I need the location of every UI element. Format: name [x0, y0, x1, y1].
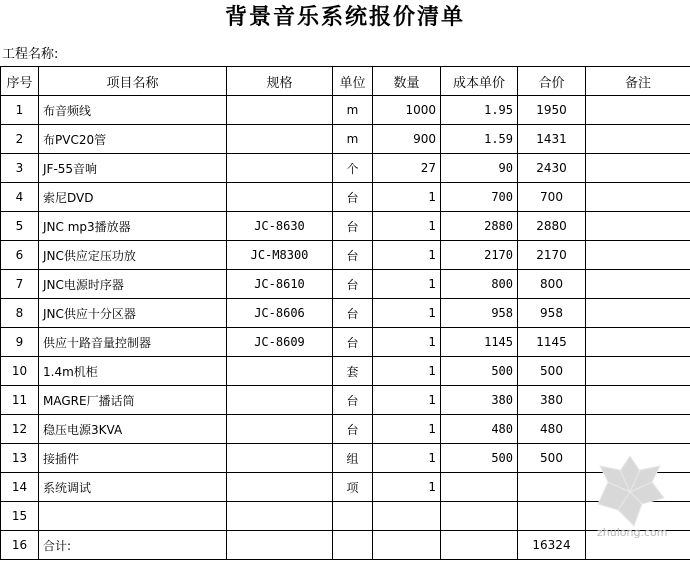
cell-cost: 2170	[441, 241, 518, 270]
cell-name: 索尼DVD	[39, 183, 227, 212]
cell-cost: 958	[441, 299, 518, 328]
cell-qty: 1	[373, 241, 441, 270]
cell-no: 1	[1, 96, 39, 125]
cell-unit	[333, 502, 373, 531]
cell-cost	[441, 473, 518, 502]
table-row	[1, 96, 690, 125]
cell-note	[586, 96, 690, 125]
cell-total: 380	[518, 386, 586, 415]
cell-note	[586, 415, 690, 444]
cell-note	[586, 270, 690, 299]
document-title: 背景音乐系统报价清单	[224, 4, 465, 30]
cell-no: 14	[1, 473, 39, 502]
cell-total: 1431	[518, 125, 586, 154]
table-row	[1, 328, 690, 357]
cell-spec	[227, 531, 333, 560]
cell-unit: m	[333, 96, 373, 125]
cell-no: 16	[1, 531, 39, 560]
cell-no: 9	[1, 328, 39, 357]
table-row	[1, 502, 690, 531]
table-row	[1, 415, 690, 444]
cell-name: 合计:	[39, 531, 227, 560]
cell-cost: 1145	[441, 328, 518, 357]
table-row	[1, 473, 690, 502]
cell-name: 1.4m机柜	[39, 357, 227, 386]
cell-name: JNC供应定压功放	[39, 241, 227, 270]
table-row	[1, 183, 690, 212]
cell-qty: 1	[373, 473, 441, 502]
cell-name: JNC供应十分区器	[39, 299, 227, 328]
cell-spec	[227, 357, 333, 386]
cell-unit: 台	[333, 183, 373, 212]
cell-spec	[227, 415, 333, 444]
cell-no: 5	[1, 212, 39, 241]
cell-spec	[227, 473, 333, 502]
header-qty: 数量	[373, 67, 441, 96]
cell-name: 布音频线	[39, 96, 227, 125]
cell-spec: JC-8606	[227, 299, 333, 328]
cell-unit: 台	[333, 212, 373, 241]
cell-qty: 1	[373, 328, 441, 357]
cell-name: 供应十路音量控制器	[39, 328, 227, 357]
table-row	[1, 212, 690, 241]
cell-unit: 组	[333, 444, 373, 473]
cell-total: 800	[518, 270, 586, 299]
cell-note	[586, 125, 690, 154]
cell-name: JF-55音响	[39, 154, 227, 183]
cell-note	[586, 357, 690, 386]
cell-qty	[373, 502, 441, 531]
cell-qty: 1	[373, 212, 441, 241]
cell-name: JNC mp3播放器	[39, 212, 227, 241]
cell-total: 480	[518, 415, 586, 444]
cell-total: 2880	[518, 212, 586, 241]
cell-total: 2430	[518, 154, 586, 183]
quote-table	[0, 66, 690, 560]
cell-unit: 台	[333, 328, 373, 357]
cell-no: 7	[1, 270, 39, 299]
cell-cost: 500	[441, 357, 518, 386]
cell-name: 稳压电源3KVA	[39, 415, 227, 444]
cell-cost: 700	[441, 183, 518, 212]
cell-note	[586, 299, 690, 328]
cell-no: 3	[1, 154, 39, 183]
cell-total: 500	[518, 357, 586, 386]
table-row	[1, 154, 690, 183]
header-no: 序号	[1, 67, 39, 96]
cell-spec	[227, 125, 333, 154]
cell-qty: 1	[373, 270, 441, 299]
cell-qty: 1	[373, 444, 441, 473]
cell-total: 1950	[518, 96, 586, 125]
cell-no: 12	[1, 415, 39, 444]
cell-cost: 2880	[441, 212, 518, 241]
cell-qty: 1	[373, 386, 441, 415]
cell-qty: 27	[373, 154, 441, 183]
cell-total	[518, 473, 586, 502]
cell-cost: 480	[441, 415, 518, 444]
header-row	[1, 67, 690, 96]
cell-unit: 台	[333, 241, 373, 270]
cell-unit: 台	[333, 386, 373, 415]
cell-spec	[227, 444, 333, 473]
cell-unit: 个	[333, 154, 373, 183]
cell-qty: 1	[373, 357, 441, 386]
table-row	[1, 531, 690, 560]
cell-no: 13	[1, 444, 39, 473]
watermark-text: zhulong.com	[597, 526, 668, 539]
cell-spec	[227, 386, 333, 415]
cell-total	[518, 502, 586, 531]
header-cost: 成本单价	[441, 67, 518, 96]
cell-qty: 1	[373, 415, 441, 444]
cell-qty: 1	[373, 183, 441, 212]
cell-note	[586, 328, 690, 357]
table-row	[1, 299, 690, 328]
table-row	[1, 241, 690, 270]
cell-name: 布PVC20管	[39, 125, 227, 154]
cell-cost	[441, 502, 518, 531]
cell-qty: 900	[373, 125, 441, 154]
cell-no: 11	[1, 386, 39, 415]
cell-spec: JC-8630	[227, 212, 333, 241]
cell-cost: 1.59	[441, 125, 518, 154]
cell-note	[586, 212, 690, 241]
cell-name	[39, 502, 227, 531]
cell-no: 6	[1, 241, 39, 270]
cell-total: 500	[518, 444, 586, 473]
header-unit: 单位	[333, 67, 373, 96]
cell-total: 2170	[518, 241, 586, 270]
cell-spec: JC-8609	[227, 328, 333, 357]
header-name: 项目名称	[39, 67, 227, 96]
cell-unit: 台	[333, 415, 373, 444]
cell-cost: 1.95	[441, 96, 518, 125]
cell-qty	[373, 531, 441, 560]
cell-qty: 1	[373, 299, 441, 328]
table-body	[1, 96, 690, 560]
cell-unit: 项	[333, 473, 373, 502]
cell-qty: 1000	[373, 96, 441, 125]
cell-spec: JC-M8300	[227, 241, 333, 270]
cell-note	[586, 386, 690, 415]
cell-cost: 90	[441, 154, 518, 183]
cell-no: 4	[1, 183, 39, 212]
cell-no: 2	[1, 125, 39, 154]
cell-spec: JC-8610	[227, 270, 333, 299]
cell-spec	[227, 96, 333, 125]
cell-unit: m	[333, 125, 373, 154]
cell-unit: 套	[333, 357, 373, 386]
header-spec: 规格	[227, 67, 333, 96]
table-row	[1, 125, 690, 154]
table-row	[1, 444, 690, 473]
cell-name: 系统调试	[39, 473, 227, 502]
cell-note	[586, 241, 690, 270]
cell-name: MAGRE厂播话筒	[39, 386, 227, 415]
header-note: 备注	[586, 67, 690, 96]
table-row	[1, 386, 690, 415]
cell-name: JNC电源时序器	[39, 270, 227, 299]
cell-total: 958	[518, 299, 586, 328]
project-name-label: 工程名称:	[2, 47, 59, 62]
cell-no: 10	[1, 357, 39, 386]
cell-spec	[227, 502, 333, 531]
cell-spec	[227, 183, 333, 212]
cell-cost: 500	[441, 444, 518, 473]
header-total: 合价	[518, 67, 586, 96]
cell-cost: 380	[441, 386, 518, 415]
cell-no: 8	[1, 299, 39, 328]
cell-unit	[333, 531, 373, 560]
cell-cost: 800	[441, 270, 518, 299]
cell-total: 16324	[518, 531, 586, 560]
cell-name: 接插件	[39, 444, 227, 473]
cell-spec	[227, 154, 333, 183]
table-row	[1, 357, 690, 386]
cell-unit: 台	[333, 270, 373, 299]
cell-unit: 台	[333, 299, 373, 328]
cell-total: 1145	[518, 328, 586, 357]
cell-note	[586, 154, 690, 183]
cell-note	[586, 183, 690, 212]
cell-no: 15	[1, 502, 39, 531]
cell-total: 700	[518, 183, 586, 212]
cell-cost	[441, 531, 518, 560]
table-row	[1, 270, 690, 299]
